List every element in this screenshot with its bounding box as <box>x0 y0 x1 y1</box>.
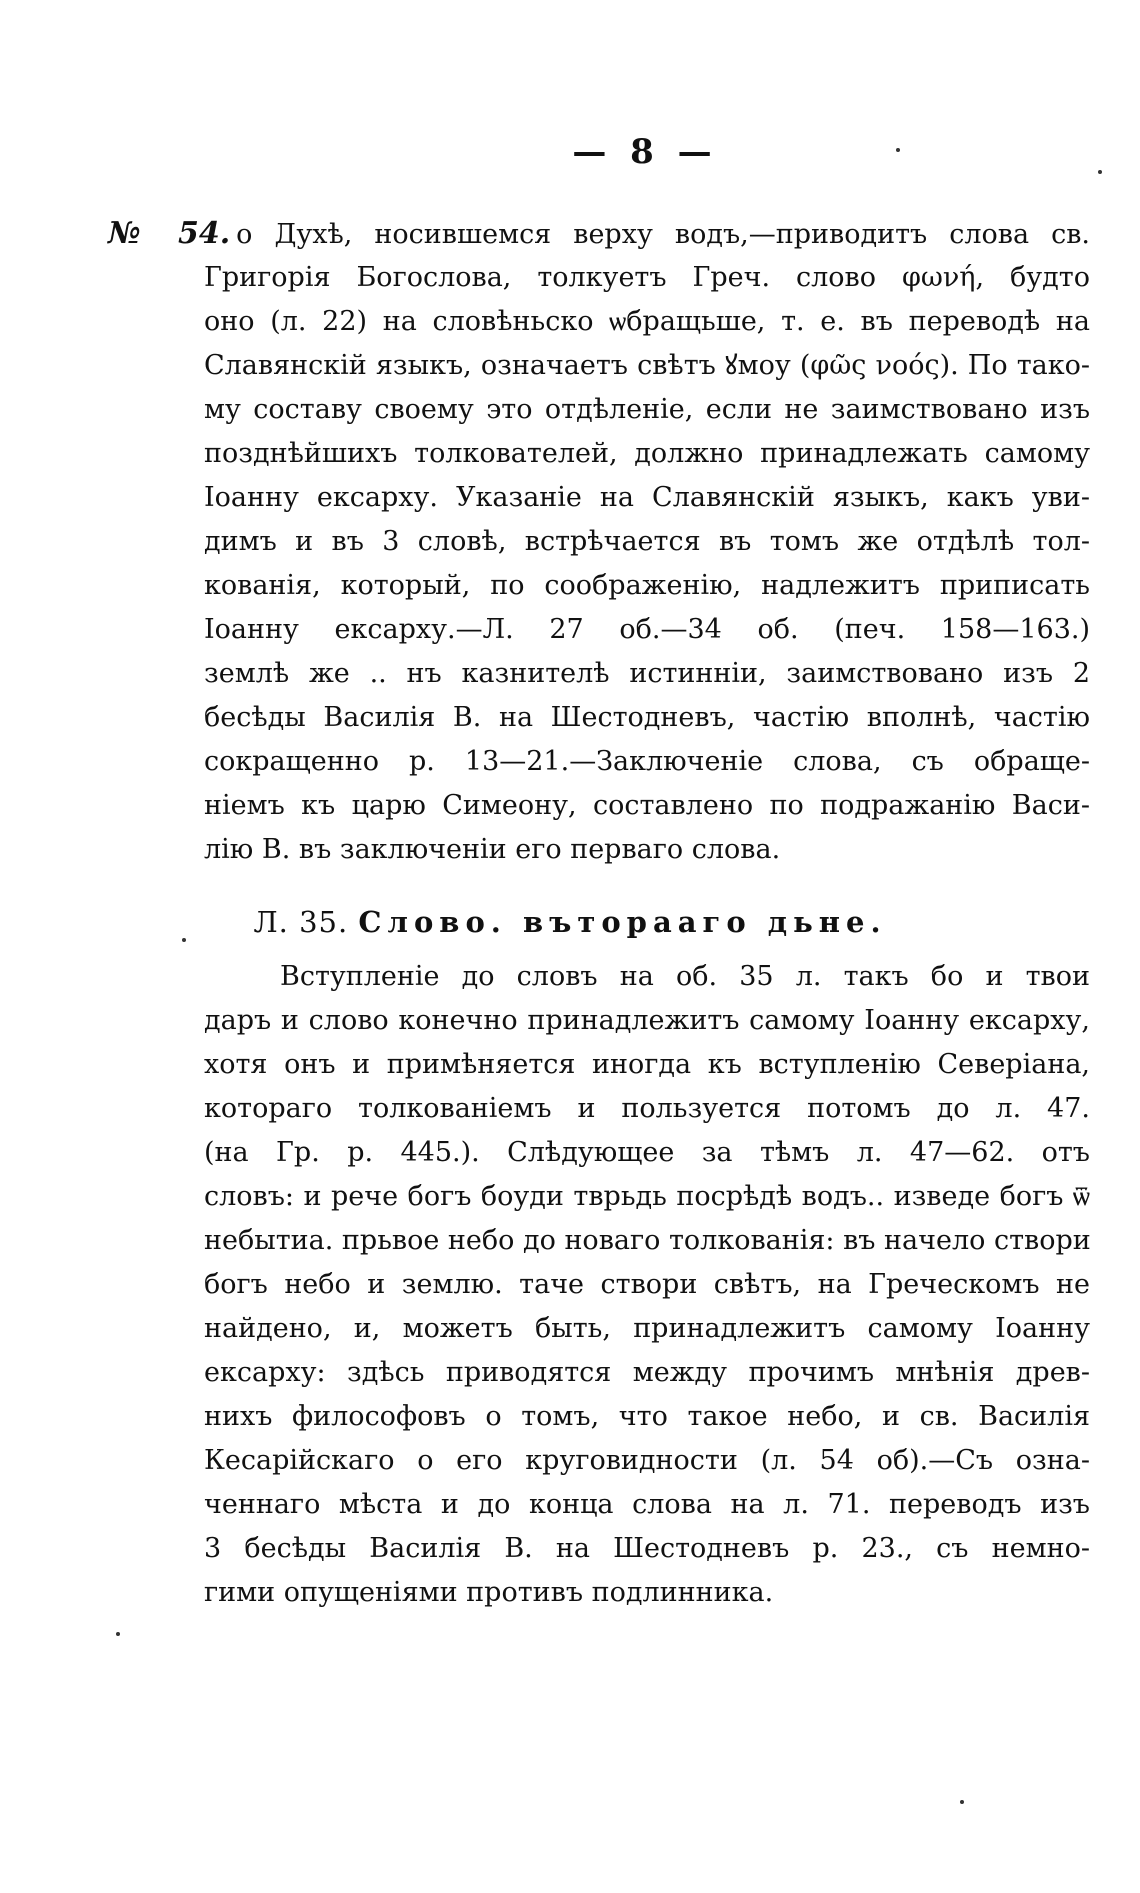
paper-speck <box>1098 170 1102 174</box>
entry-line: бесѣды Василія В. на Шестодневъ, частію вполнѣ, частію <box>204 702 1090 733</box>
entry-line: кованія, который, по соображенію, надлежитъ приписать <box>204 570 1090 601</box>
entry-line: оно (л. 22) на словѣньско ѡбращьше, т. е. въ переводѣ на <box>204 306 1090 337</box>
entry-line: землѣ же .. нъ казнителѣ истинніи, заимствовано изъ 2 <box>204 658 1090 689</box>
paragraph-line: гими опущеніями противъ подлинника. <box>204 1577 774 1608</box>
entry-line: Славянскій языкъ, означаетъ свѣтъ ꙋмоу (φῶς νοός). По тако- <box>204 350 1090 381</box>
paragraph-line: котораго толкованіемъ и пользуется потомъ до л. 47. <box>204 1093 1090 1124</box>
paragraph-line: ченнаго мѣста и до конца слова на л. 71. переводъ изъ <box>204 1489 1090 1520</box>
entry-line: димъ и въ 3 словѣ, встрѣчается въ томъ же отдѣлѣ тол- <box>204 526 1090 557</box>
paragraph-line: ексарху: здѣсь приводятся между прочимъ мнѣнія древ- <box>204 1357 1090 1388</box>
paragraph-line: даръ и слово конечно принадлежитъ самому Іоанну ексарху, <box>204 1005 1090 1036</box>
paragraph-line: 3 бесѣды Василія В. на Шестодневъ р. 23., съ немно- <box>204 1533 1090 1564</box>
paper-speck <box>960 1800 964 1804</box>
section-paragraph <box>204 955 1090 1615</box>
paragraph-line: (на Гр. р. 445.). Слѣдующее за тѣмъ л. 47—62. отъ <box>204 1137 1090 1168</box>
entry-number: № 54. <box>108 216 231 251</box>
entry-line: Іоанну ексарху. Указаніе на Славянскій языкъ, какъ уви- <box>204 482 1090 513</box>
paragraph-line: Вступленіе до словъ на об. 35 л. такъ бо и твои <box>280 961 1090 992</box>
paragraph-line: словъ: и рече богъ боуди тврьдь посрѣдѣ водъ.. изведе богъ ѿ <box>204 1181 1090 1212</box>
paragraph-line: Кесарійскаго о его круговидности (л. 54 об).—Съ озна- <box>204 1445 1090 1476</box>
entry-line: ніемъ къ царю Симеону, составлено по подражанію Васи- <box>204 790 1090 821</box>
paper-speck <box>116 1632 120 1636</box>
paper-speck <box>182 938 186 942</box>
section-heading-prefix: Л. 35. <box>253 905 349 939</box>
entry-line: Григорія Богослова, толкуетъ Греч. слово φωνή, будто <box>204 262 1090 293</box>
paragraph-line: хотя онъ и примѣняется иногда къ вступленію Северіана, <box>204 1049 1090 1080</box>
entry-line: му составу своему это отдѣленіе, если не заимствовано изъ <box>204 394 1090 425</box>
entry-line: лію В. въ заключеніи его перваго слова. <box>204 834 781 865</box>
paragraph-line: богъ небо и землю. таче створи свѣтъ, на Греческомъ не <box>204 1269 1090 1300</box>
entry-line-text: о Духѣ, носившемся верху водъ,—приводитъ слова св. <box>236 219 1090 250</box>
entry-line: позднѣйшихъ толкователей, должно принадлежать самому <box>204 438 1090 469</box>
paragraph-line: нихъ философовъ о томъ, что такое небо, и св. Василія <box>204 1401 1090 1432</box>
entry-54 <box>108 212 1090 872</box>
section-heading-slavonic: Слово. вътораaго дьне. <box>358 905 887 939</box>
section-heading <box>0 905 1140 939</box>
paragraph-line: небытиа. прьвое небо до новаго толкованія: въ начело створи <box>204 1225 1091 1256</box>
entry-line <box>108 212 1090 256</box>
paper-speck <box>896 148 900 152</box>
paragraph-line: найдено, и, можетъ быть, принадлежитъ самому Іоанну <box>204 1313 1090 1344</box>
entry-line: сокращенно р. 13—21.—Заключеніе слова, съ обраще- <box>204 746 1090 777</box>
entry-line: Іоанну ексарху.—Л. 27 об.—34 об. (печ. 158—163.) <box>204 614 1090 645</box>
page-number: — 8 — <box>572 132 718 172</box>
